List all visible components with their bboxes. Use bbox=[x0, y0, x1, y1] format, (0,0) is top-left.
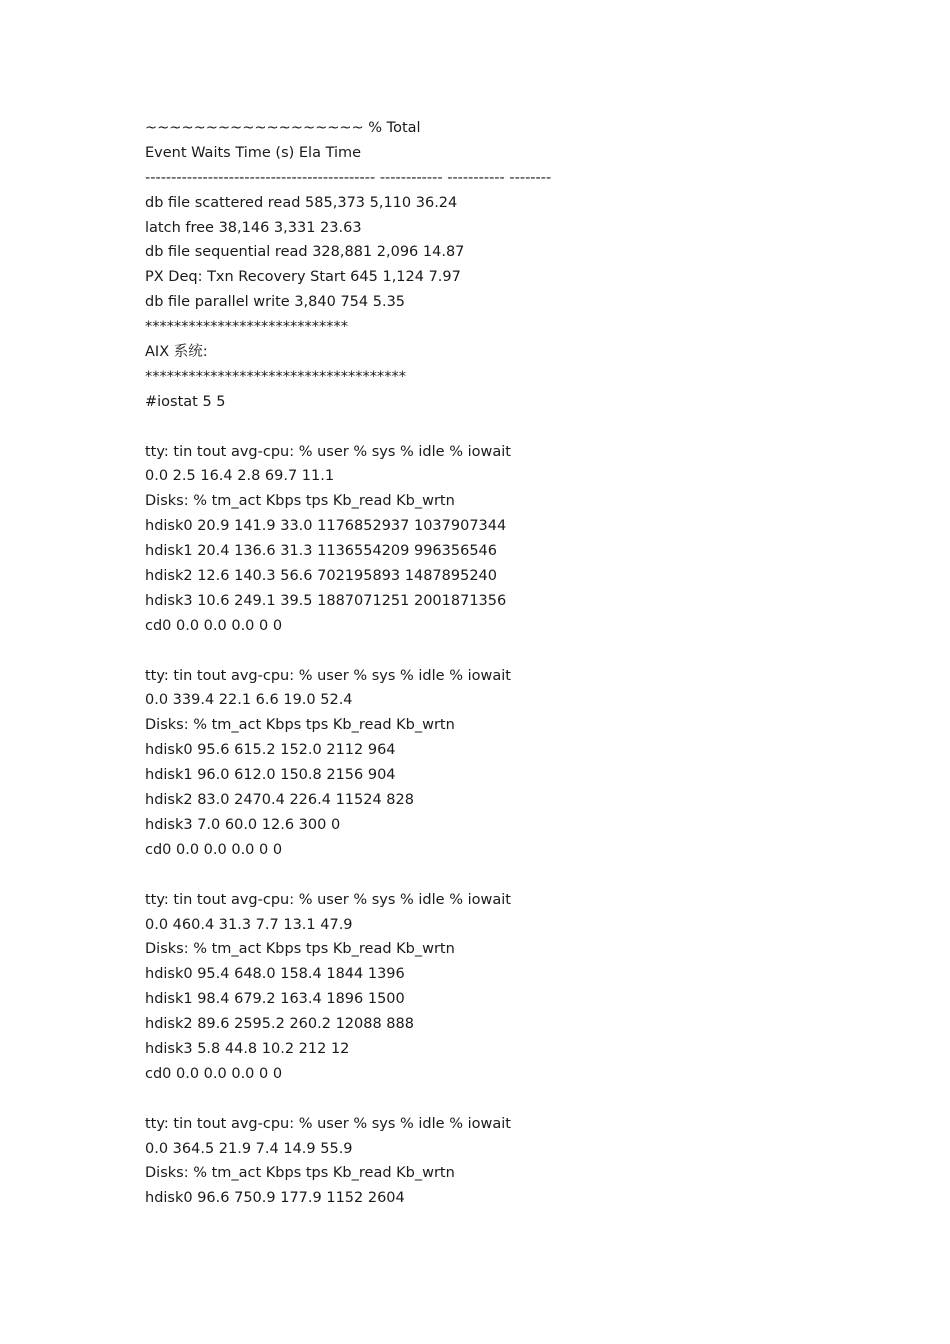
text-line: 0.0 364.5 21.9 7.4 14.9 55.9 bbox=[145, 1140, 353, 1157]
text-line: tty: tin tout avg-cpu: % user % sys % idle % iowait bbox=[145, 443, 511, 460]
text-line: cd0 0.0 0.0 0.0 0 0 bbox=[145, 841, 283, 858]
text-line: #iostat 5 5 bbox=[145, 393, 226, 410]
text-line: hdisk3 5.8 44.8 10.2 212 12 bbox=[145, 1040, 350, 1057]
text-line: Disks: % tm_act Kbps tps Kb_read Kb_wrtn bbox=[145, 1165, 455, 1182]
text-line: -------------------------------------------- ------------ ----------- -------- bbox=[145, 169, 552, 186]
text-line: Disks: % tm_act Kbps tps Kb_read Kb_wrtn bbox=[145, 493, 455, 510]
text-line: cd0 0.0 0.0 0.0 0 0 bbox=[145, 1065, 283, 1082]
text-line: hdisk1 20.4 136.6 31.3 1136554209 996356546 bbox=[145, 543, 498, 560]
text-line: Event Waits Time (s) Ela Time bbox=[145, 144, 362, 161]
text-line: Disks: % tm_act Kbps tps Kb_read Kb_wrtn bbox=[145, 717, 455, 734]
blank-line bbox=[145, 415, 905, 440]
text-line: **************************** bbox=[145, 319, 348, 336]
text-line: tty: tin tout avg-cpu: % user % sys % idle % iowait bbox=[145, 1115, 511, 1132]
text-line: hdisk0 20.9 141.9 33.0 1176852937 1037907344 bbox=[145, 518, 507, 535]
text-line: hdisk2 89.6 2595.2 260.2 12088 888 bbox=[145, 1016, 414, 1033]
text-line: 0.0 339.4 22.1 6.6 19.0 52.4 bbox=[145, 692, 353, 709]
text-line: 0.0 460.4 31.3 7.7 13.1 47.9 bbox=[145, 916, 353, 933]
text-line: hdisk0 96.6 750.9 177.9 1152 2604 bbox=[145, 1190, 405, 1207]
text-line: hdisk2 12.6 140.3 56.6 702195893 1487895240 bbox=[145, 568, 498, 585]
text-line: tty: tin tout avg-cpu: % user % sys % idle % iowait bbox=[145, 891, 511, 908]
text-line: PX Deq: Txn Recovery Start 645 1,124 7.97 bbox=[145, 269, 461, 286]
text-line: hdisk2 83.0 2470.4 226.4 11524 828 bbox=[145, 792, 414, 809]
text-line: ~~~~~~~~~~~~~~~~~~ % Total bbox=[145, 120, 421, 136]
text-line: hdisk3 10.6 249.1 39.5 1887071251 2001871356 bbox=[145, 592, 507, 609]
text-line: hdisk3 7.0 60.0 12.6 300 0 bbox=[145, 816, 341, 833]
document-body bbox=[145, 116, 905, 1211]
text-line: hdisk1 96.0 612.0 150.8 2156 904 bbox=[145, 767, 396, 784]
text-line: 0.0 2.5 16.4 2.8 69.7 11.1 bbox=[145, 468, 335, 485]
text-line: db file sequential read 328,881 2,096 14.87 bbox=[145, 244, 465, 261]
text-line: hdisk0 95.4 648.0 158.4 1844 1396 bbox=[145, 966, 405, 983]
text-line: tty: tin tout avg-cpu: % user % sys % idle % iowait bbox=[145, 667, 511, 684]
text-line: AIX 系统: bbox=[145, 344, 208, 361]
blank-line bbox=[145, 639, 905, 664]
blank-line bbox=[145, 863, 905, 888]
text-line: ************************************ bbox=[145, 368, 406, 385]
text-line: Disks: % tm_act Kbps tps Kb_read Kb_wrtn bbox=[145, 941, 455, 958]
text-line: cd0 0.0 0.0 0.0 0 0 bbox=[145, 617, 283, 634]
blank-line bbox=[145, 1087, 905, 1112]
text-line: db file scattered read 585,373 5,110 36.24 bbox=[145, 194, 458, 211]
text-line: db file parallel write 3,840 754 5.35 bbox=[145, 294, 406, 311]
text-line: hdisk1 98.4 679.2 163.4 1896 1500 bbox=[145, 991, 405, 1008]
text-line: hdisk0 95.6 615.2 152.0 2112 964 bbox=[145, 742, 396, 759]
text-line: latch free 38,146 3,331 23.63 bbox=[145, 219, 362, 236]
